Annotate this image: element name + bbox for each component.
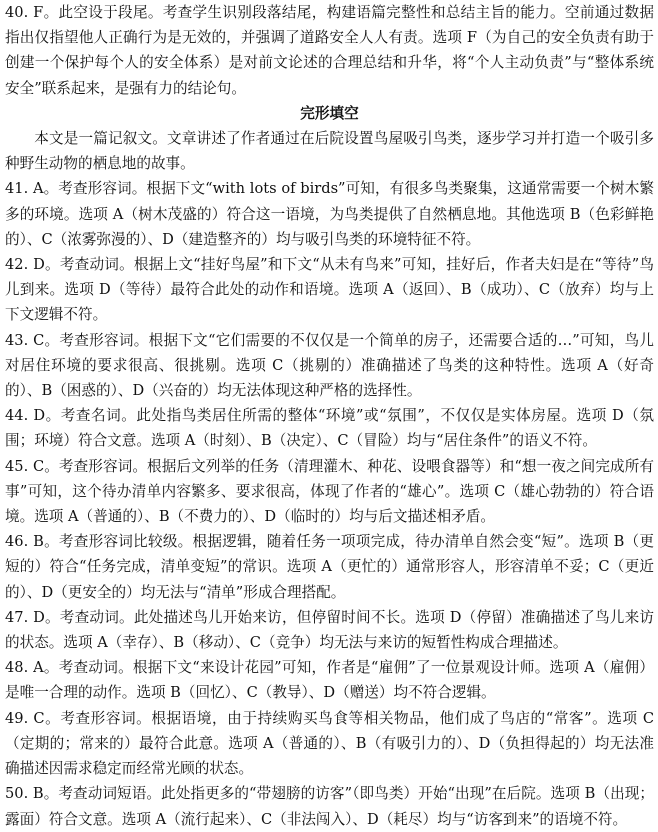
answer-explanation-48: 48. A。考查动词。根据下文“来设计花园”可知，作者是“雇佣”了一位景观设计师。选项 A（雇佣）是唯一合理的动作。选项 B（回忆）、C（教导）、D（赠送）均不符合逻辑。 bbox=[5, 659, 654, 702]
passage-summary: 本文是一篇记叙文。文章讲述了作者通过在后院设置鸟屋吸引鸟类，逐步学习并打造一个吸引多种野生动物的栖息地的故事。 bbox=[5, 130, 654, 173]
answer-explanation-49: 49. C。考查形容词。根据语境，由于持续购买鸟食等相关物品，他们成了鸟店的“常客”。选项 C（定期的；常来的）最符合此意。选项 A（普通的）、B（有吸引力的）、D（负担得起的）均无法准确描述因需求稳定而经常光顾的状态。 bbox=[5, 709, 654, 778]
answer-explanation-46: 46. B。考查形容词比较级。根据逻辑，随着任务一项项完成，待办清单自然会变“短”。选项 B（更短的）符合“任务完成，清单变短”的常识。选项 A（更忙的）通常形容人，形容清单不妥；C（更近的）、D（更安全的）均无法与“清单”形成合理搭配。 bbox=[5, 533, 654, 601]
answer-explanation-47: 47. D。考查动词。此处描述鸟儿开始来访，但停留时间不长。选项 D（停留）准确描述了鸟儿来访的状态。选项 A（幸存）、B（移动）、C（竞争）均无法与来访的短暂性构成合理描述。 bbox=[5, 608, 654, 652]
answer-explanation-43: 43. C。考查形容词。根据下文“它们需要的不仅仅是一个简单的房子，还需要合适的…”可知，鸟儿对居住环境的要求很高、很挑剔。选项 C（挑剔的）准确描述了鸟类的这种特性。选项 A（好奇的）、B（困惑的）、D（兴奋的）均无法体现这种严格的选择性。 bbox=[5, 331, 654, 400]
answer-explanation-44: 44. D。考查名词。此处指鸟类居住所需的整体“环境”或“氛围”，不仅仅是实体房屋。选项 D（氛围；环境）符合文意。选项 A（时刻）、B（决定）、C（冒险）均与“居住条件”的语义不符。 bbox=[5, 407, 654, 450]
answer-explanation-50: 50. B。考查动词短语。此处指更多的“带翅膀的访客”（即鸟类）开始“出现”在后院。选项 B（出现；露面）符合文意。选项 A（流行起来）、C（非法闯入）、D（耗尽）均与“访客到来”的语境不符。 bbox=[5, 785, 654, 828]
answer-explanation-45: 45. C。考查形容词。根据后文列举的任务（清理灌木、种花、设喂食器等）和“想一夜之间完成所有事”可知，这个待办清单内容繁多、要求很高，体现了作者的“雄心”。选项 C（雄心勃勃的）符合语境。选项 A（普通的）、B（不费力的）、D（临时的）均与后文描述相矛盾。 bbox=[5, 457, 654, 526]
answer-explanation-40: 40. F。此空设于段尾。考查学生识别段落结尾，构建语篇完整性和总结主旨的能力。空前通过数据指出仅指望他人正确行为是无效的，并强调了道路安全人人有责。选项 F（为自己的安全负责有助于创建一个保护每个人的安全体系）是对前文论述的合理总结和升华，将“个人主动负责”与“整体系统安全”联系起来，是强有力的结论句。 bbox=[5, 4, 654, 97]
answer-explanation-41: 41. A。考查形容词。根据下文“with lots of birds”可知，有很多鸟类聚集，这通常需要一个树木繁多的环境。选项 A（树木茂盛的）符合这一语境，为鸟类提供了自然栖息地。其他选项 B（色彩鲜艳的）、C（浓雾弥漫的）、D（建造整齐的）均与吸引鸟类的环境特征不符。 bbox=[5, 180, 654, 248]
answer-explanation-42: 42. D。考查动词。根据上文“挂好鸟屋”和下文“从未有鸟来”可知，挂好后，作者夫妇是在“等待”鸟儿到来。选项 D（等待）最符合此处的动作和语境。选项 A（返回）、B（成功）、C（放弃）均与上下文逻辑不符。 bbox=[5, 256, 654, 324]
section-title: 完形填空 bbox=[300, 104, 359, 122]
